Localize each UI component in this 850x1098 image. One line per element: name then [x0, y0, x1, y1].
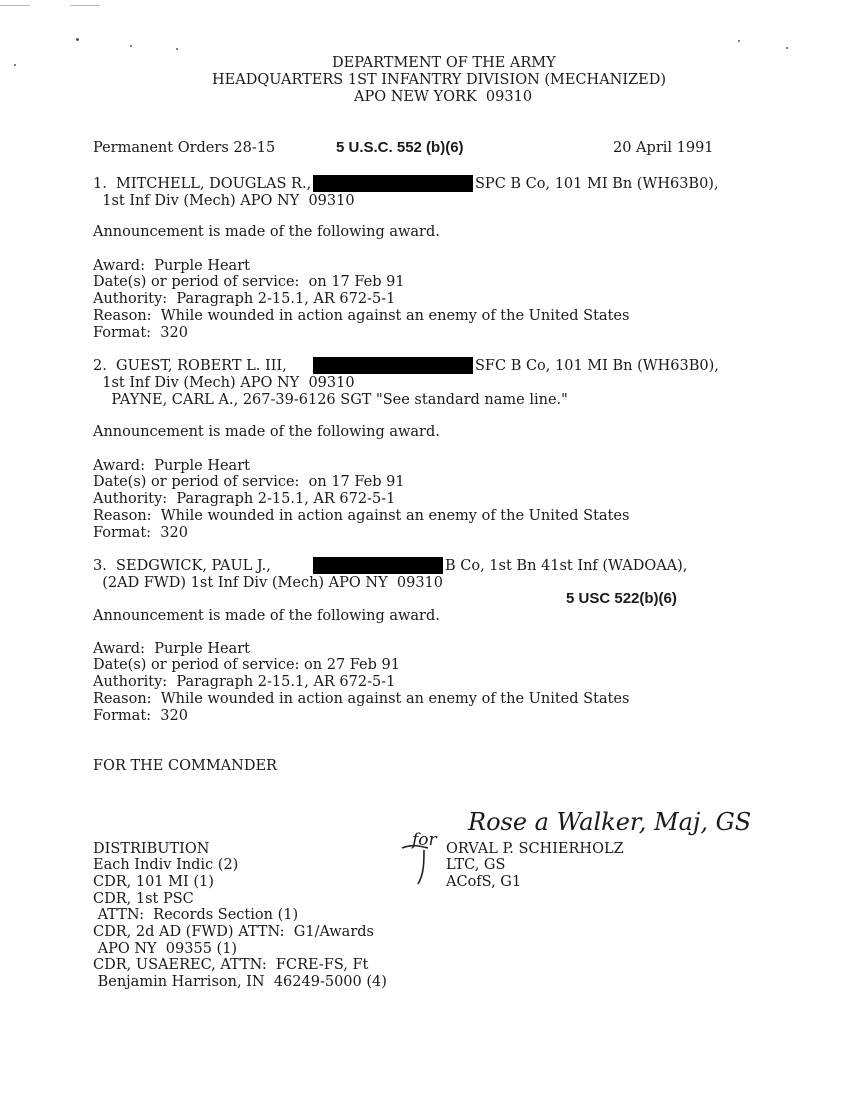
- signature-flourish: [400, 834, 450, 886]
- distribution-line: CDR, USAEREC, ATTN: FCRE-FS, Ft: [93, 957, 369, 973]
- entry-3-reason: Reason: While wounded in action against an enemy of the United States: [93, 691, 630, 707]
- entry-1-award: Award: Purple Heart: [93, 258, 250, 274]
- entry-2-award: Award: Purple Heart: [93, 458, 250, 474]
- entry-2-reason: Reason: While wounded in action against an enemy of the United States: [93, 508, 630, 524]
- entry-3-format: Format: 320: [93, 708, 188, 724]
- header-headquarters: HEADQUARTERS 1ST INFANTRY DIVISION (MECHANIZED): [212, 72, 667, 88]
- entry-3-name: 3. SEDGWICK, PAUL J.,: [93, 558, 271, 574]
- entry-2-unit: SFC B Co, 101 MI Bn (WH63B0),: [475, 358, 719, 374]
- scan-speck: [786, 47, 788, 49]
- scan-speck: [14, 64, 16, 66]
- distribution-line: Benjamin Harrison, IN 46249-5000 (4): [93, 974, 387, 990]
- entry-3-announcement: Announcement is made of the following award.: [93, 608, 440, 624]
- signer-title: ACofS, G1: [446, 874, 522, 890]
- entry-1-name: 1. MITCHELL, DOUGLAS R.,: [93, 176, 312, 192]
- distribution-line: Each Indiv Indic (2): [93, 857, 239, 873]
- entry-2-standard-name: PAYNE, CARL A., 267-39-6126 SGT "See standard name line.": [93, 392, 568, 408]
- entry-3-authority: Authority: Paragraph 2-15.1, AR 672-5-1: [93, 674, 396, 690]
- entry-2-dates: Date(s) or period of service: on 17 Feb 91: [93, 474, 405, 490]
- orders-label: Permanent Orders 28-15: [93, 140, 276, 156]
- scan-speck: [738, 40, 740, 42]
- entry-1-authority: Authority: Paragraph 2-15.1, AR 672-5-1: [93, 291, 396, 307]
- scan-artifact: [70, 5, 100, 6]
- closing-for-commander: FOR THE COMMANDER: [93, 758, 277, 774]
- entry-3-exemption: 5 USC 522(b)(6): [566, 590, 677, 607]
- entry-1-dates: Date(s) or period of service: on 17 Feb 91: [93, 274, 405, 290]
- redaction-bar: [313, 557, 443, 574]
- orders-date: 20 April 1991: [613, 140, 714, 156]
- entry-1-unit: SPC B Co, 101 MI Bn (WH63B0),: [475, 176, 719, 192]
- redaction-bar: [313, 175, 473, 192]
- entry-3-dates: Date(s) or period of service: on 27 Feb 91: [93, 657, 400, 673]
- entry-2-authority: Authority: Paragraph 2-15.1, AR 672-5-1: [93, 491, 396, 507]
- entry-1-unit-cont: 1st Inf Div (Mech) APO NY 09310: [93, 193, 355, 209]
- scan-speck: [176, 48, 178, 50]
- handwritten-signature: Rose a Walker, Maj, GS: [468, 808, 752, 836]
- header-department: DEPARTMENT OF THE ARMY: [332, 55, 556, 71]
- distribution-line: CDR, 101 MI (1): [93, 874, 214, 890]
- entry-2-unit-cont: 1st Inf Div (Mech) APO NY 09310: [93, 375, 355, 391]
- entry-2-name: 2. GUEST, ROBERT L. III,: [93, 358, 287, 374]
- distribution-line: CDR, 2d AD (FWD) ATTN: G1/Awards: [93, 924, 374, 940]
- entry-3-unit: B Co, 1st Bn 41st Inf (WADOAA),: [445, 558, 688, 574]
- signer-rank: LTC, GS: [446, 857, 506, 873]
- distribution-line: APO NY 09355 (1): [93, 941, 238, 957]
- signer-name: ORVAL P. SCHIERHOLZ: [446, 841, 624, 857]
- entry-1-announcement: Announcement is made of the following award.: [93, 224, 440, 240]
- scan-speck: [130, 45, 132, 47]
- entry-2-format: Format: 320: [93, 525, 188, 541]
- distribution-line: ATTN: Records Section (1): [93, 907, 299, 923]
- distribution-line: CDR, 1st PSC: [93, 891, 194, 907]
- scan-speck: [76, 38, 79, 41]
- scan-artifact: [0, 5, 30, 6]
- entry-1-format: Format: 320: [93, 325, 188, 341]
- entry-3-unit-cont: (2AD FWD) 1st Inf Div (Mech) APO NY 09310: [93, 575, 444, 591]
- distribution-heading: DISTRIBUTION: [93, 841, 210, 857]
- entry-1-reason: Reason: While wounded in action against an enemy of the United States: [93, 308, 630, 324]
- redaction-bar: [313, 357, 473, 374]
- header-apo: APO NEW YORK 09310: [354, 89, 533, 105]
- orders-exemption: 5 U.S.C. 552 (b)(6): [336, 139, 464, 156]
- entry-3-award: Award: Purple Heart: [93, 641, 250, 657]
- entry-2-announcement: Announcement is made of the following award.: [93, 424, 440, 440]
- signature-for-prefix: for: [412, 830, 437, 850]
